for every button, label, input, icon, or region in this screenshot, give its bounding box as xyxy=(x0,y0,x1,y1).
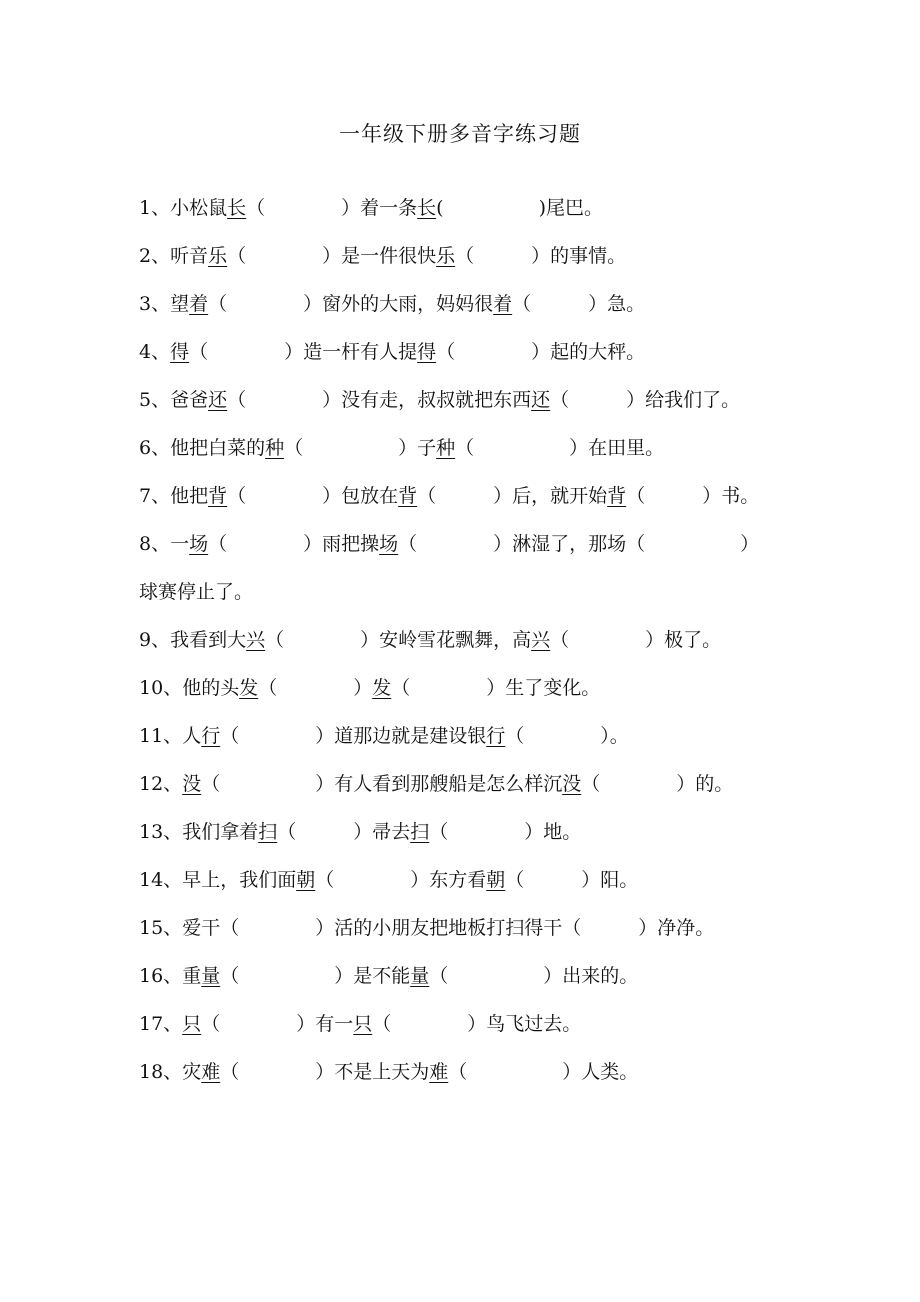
polyphonic-character: 乐 xyxy=(208,245,228,267)
question-text: （ ）鸟飞过去。 xyxy=(372,1013,582,1035)
question-line xyxy=(139,1060,638,1084)
question-number: 9、 xyxy=(139,629,171,651)
polyphonic-character: 场 xyxy=(189,533,209,555)
polyphonic-character: 朝 xyxy=(296,869,316,891)
question-line xyxy=(139,916,714,940)
question-line xyxy=(139,532,759,556)
polyphonic-character: 背 xyxy=(607,485,627,507)
question-text: 小松鼠 xyxy=(170,197,228,219)
question-text: 爸爸 xyxy=(170,389,209,411)
question-number: 18、 xyxy=(139,1061,183,1083)
polyphonic-character: 兴 xyxy=(531,629,551,651)
question-line xyxy=(139,772,733,796)
question-number: 11、 xyxy=(139,725,183,747)
question-number: 13、 xyxy=(139,821,183,843)
question-text: （ ）。 xyxy=(505,725,629,747)
question-text: （ ）极了。 xyxy=(550,629,722,651)
question-text: （ ）有一 xyxy=(201,1013,354,1035)
question-text: 一 xyxy=(170,533,190,555)
question-text: （ ）不是上天为 xyxy=(220,1061,430,1083)
polyphonic-character: 量 xyxy=(410,965,430,987)
question-text: （ ）给我们了。 xyxy=(550,389,741,411)
question-line xyxy=(139,1012,581,1036)
polyphonic-character: 还 xyxy=(531,389,551,411)
polyphonic-character: 扫 xyxy=(410,821,430,843)
question-line xyxy=(139,820,581,844)
question-number: 6、 xyxy=(139,437,171,459)
question-line xyxy=(139,868,638,892)
question-line xyxy=(139,484,759,508)
polyphonic-character: 发 xyxy=(372,677,392,699)
question-text: （ ）是一件很快 xyxy=(227,245,437,267)
question-text: 他把白菜的 xyxy=(170,437,266,459)
question-number: 3、 xyxy=(139,293,171,315)
polyphonic-character: 朝 xyxy=(486,869,506,891)
question-text: （ ）人类。 xyxy=(448,1061,639,1083)
polyphonic-character: 没 xyxy=(182,773,202,795)
question-text: （ ）东方看 xyxy=(315,869,487,891)
polyphonic-character: 种 xyxy=(436,437,456,459)
question-text: 爱干（ ）活的小朋友把地板打扫得干（ ）净净。 xyxy=(182,917,715,939)
question-text: （ ）没有走，叔叔就把东西 xyxy=(227,389,532,411)
question-text: （ ）淋湿了，那场（ ） xyxy=(398,533,760,555)
question-line xyxy=(139,388,740,412)
question-line xyxy=(139,292,645,316)
question-number: 10、 xyxy=(139,677,183,699)
question-text: （ ）书。 xyxy=(626,485,760,507)
question-text: （ ）的事情。 xyxy=(455,245,627,267)
question-text: （ ）的。 xyxy=(581,773,734,795)
question-number: 4、 xyxy=(139,341,171,363)
polyphonic-character: 只 xyxy=(353,1013,373,1035)
question-text: （ ） xyxy=(258,677,373,699)
question-text: （ ）后，就开始 xyxy=(417,485,608,507)
polyphonic-character: 难 xyxy=(429,1061,449,1083)
question-text: 我们拿着 xyxy=(182,821,259,843)
question-number: 7、 xyxy=(139,485,171,507)
question-text: （ ）造一杆有人提 xyxy=(189,341,418,363)
question-text: 他把 xyxy=(170,485,209,507)
question-line xyxy=(139,628,721,652)
question-text: （ ）生了变化。 xyxy=(391,677,601,699)
question-text: 重 xyxy=(182,965,202,987)
polyphonic-character: 行 xyxy=(486,725,506,747)
question-number: 1、 xyxy=(139,197,171,219)
polyphonic-character: 着 xyxy=(189,293,209,315)
polyphonic-character: 行 xyxy=(201,725,221,747)
polyphonic-character: 难 xyxy=(201,1061,221,1083)
question-text: （ ）起的大秤。 xyxy=(436,341,646,363)
question-text: （ ）有人看到那艘船是怎么样沉 xyxy=(201,773,563,795)
question-text: （ ）阳。 xyxy=(505,869,639,891)
question-line xyxy=(139,436,664,460)
question-continuation xyxy=(139,580,253,604)
question-number: 16、 xyxy=(139,965,183,987)
question-number: 17、 xyxy=(139,1013,183,1035)
question-line xyxy=(139,676,600,700)
polyphonic-character: 场 xyxy=(379,533,399,555)
question-line xyxy=(139,964,638,988)
question-text: 人 xyxy=(182,725,202,747)
question-text: 球赛停止了。 xyxy=(139,581,254,603)
question-text: （ ）着一条 xyxy=(246,197,418,219)
polyphonic-character: 着 xyxy=(493,293,513,315)
question-number: 12、 xyxy=(139,773,183,795)
question-text: （ ）帚去 xyxy=(277,821,411,843)
polyphonic-character: 背 xyxy=(398,485,418,507)
polyphonic-character: 发 xyxy=(239,677,259,699)
polyphonic-character: 没 xyxy=(562,773,582,795)
question-text: 望 xyxy=(170,293,190,315)
question-number: 2、 xyxy=(139,245,171,267)
question-line xyxy=(139,244,626,268)
polyphonic-character: 量 xyxy=(201,965,221,987)
question-text: 灾 xyxy=(182,1061,202,1083)
question-text: 我看到大 xyxy=(170,629,247,651)
polyphonic-character: 种 xyxy=(265,437,285,459)
question-number: 15、 xyxy=(139,917,183,939)
question-text: 听音 xyxy=(170,245,209,267)
question-text: （ ）子 xyxy=(284,437,437,459)
question-text: （ ）是不能 xyxy=(220,965,411,987)
question-text: （ ）窗外的大雨，妈妈很 xyxy=(208,293,494,315)
polyphonic-character: 乐 xyxy=(436,245,456,267)
polyphonic-character: 兴 xyxy=(246,629,266,651)
question-text: （ ）雨把操 xyxy=(208,533,380,555)
question-text: （ ）道那边就是建设银 xyxy=(220,725,487,747)
polyphonic-character: 得 xyxy=(417,341,437,363)
polyphonic-character: 还 xyxy=(208,389,228,411)
polyphonic-character: 长 xyxy=(227,197,247,219)
question-number: 5、 xyxy=(139,389,171,411)
question-line xyxy=(139,196,603,220)
question-text: 早上，我们面 xyxy=(182,869,297,891)
question-number: 14、 xyxy=(139,869,183,891)
question-text: （ ）地。 xyxy=(429,821,582,843)
polyphonic-character: 只 xyxy=(182,1013,202,1035)
polyphonic-character: 得 xyxy=(170,341,190,363)
question-line xyxy=(139,724,629,748)
question-number: 8、 xyxy=(139,533,171,555)
question-text: （ ）出来的。 xyxy=(429,965,639,987)
question-text: ( )尾巴。 xyxy=(436,197,603,219)
page-title: 一年级下册多音字练习题 xyxy=(339,122,581,146)
question-line xyxy=(139,340,645,364)
question-text: （ ）安岭雪花飘舞，高 xyxy=(265,629,532,651)
question-text: （ ）急。 xyxy=(512,293,646,315)
question-text: （ ）在田里。 xyxy=(455,437,665,459)
question-text: （ ）包放在 xyxy=(227,485,399,507)
question-text: 他的头 xyxy=(182,677,240,699)
polyphonic-character: 扫 xyxy=(258,821,278,843)
polyphonic-character: 背 xyxy=(208,485,228,507)
polyphonic-character: 长 xyxy=(417,197,437,219)
